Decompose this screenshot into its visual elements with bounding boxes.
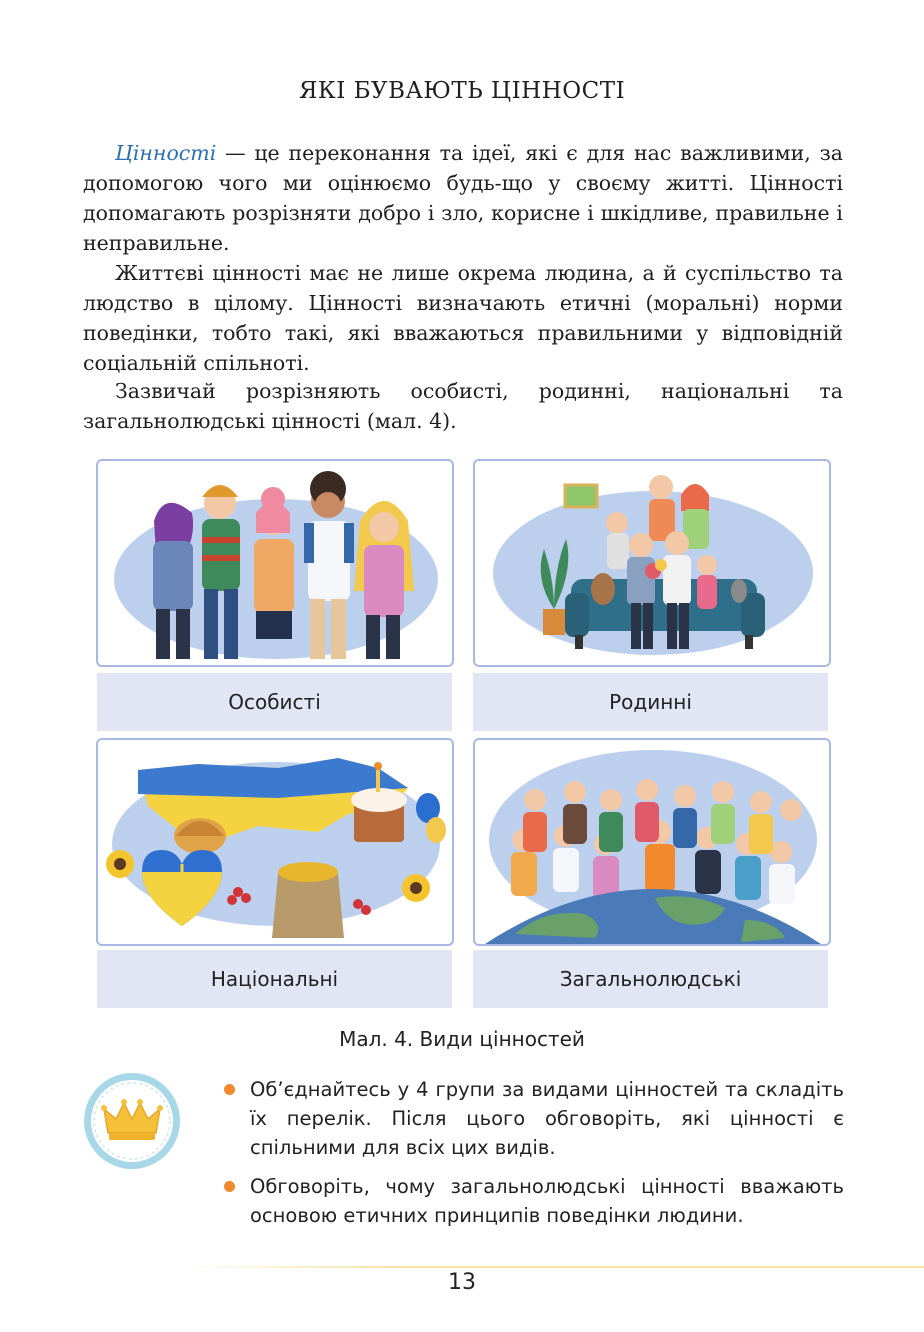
term-values: Цінності: [115, 141, 217, 165]
paragraph-life-values: Життєві цінності має не лише окрема людина, а й суспільство та людство в цілому. Цінності визначають етичні (моральні) норми поведінки, тобто такі, які вважаються правильними у відповідній соціальній спільноті.: [83, 261, 843, 375]
label-family: Родинні: [473, 673, 828, 731]
image-family-values: [473, 459, 831, 667]
definition-text: — це переконання та ідеї, які є для нас важливими, за допомогою чого ми оцінюємо будь-що у своєму житті. Цінності допомагають розрізняти добро і зло, корисне і шкідливе, правильне і неправильне.: [83, 141, 843, 255]
page-title: ЯКІ БУВАЮТЬ ЦІННОСТІ: [298, 78, 626, 104]
image-universal-values: [473, 738, 831, 946]
task-item: [230, 1172, 844, 1230]
bullet-icon: [224, 1181, 235, 1192]
footer-divider: [180, 1266, 924, 1268]
task-text: Обговоріть, чому загальнолюдські цінності вважають основою етичних принципів поведінки людини.: [250, 1175, 844, 1227]
image-personal-values: [96, 459, 454, 667]
image-national-values: [96, 738, 454, 946]
crown-icon: [82, 1071, 182, 1171]
task-text: Об’єднайтесь у 4 групи за видами цінностей та складіть їх перелік. Після цього обговоріть, які цінності є спільними для всіх цих видів.: [250, 1078, 844, 1159]
paragraph-types: Зазвичай розрізняють особисті, родинні, національні та загальнолюдські цінності (мал. 4).: [83, 379, 843, 433]
label-universal: Загальнолюдські: [473, 950, 828, 1008]
page-number: 13: [448, 1270, 476, 1295]
label-personal: Особисті: [97, 673, 452, 731]
task-list: [230, 1075, 844, 1240]
paragraph-definition: [83, 138, 843, 258]
bullet-icon: [224, 1084, 235, 1095]
figure-caption: Мал. 4. Види цінностей: [339, 1027, 585, 1051]
label-national: Національні: [97, 950, 452, 1008]
task-item: [230, 1075, 844, 1162]
